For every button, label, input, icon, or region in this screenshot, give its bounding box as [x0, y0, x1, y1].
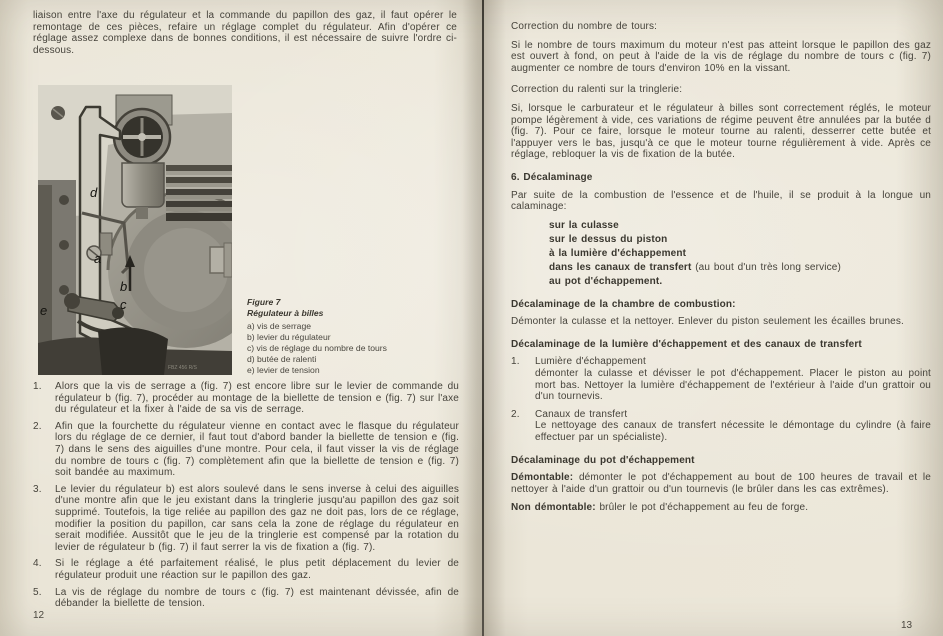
item-number: 1. [511, 356, 520, 368]
calaminage-item [549, 262, 931, 274]
step-number: 2. [33, 420, 42, 432]
paragraph-correction-tours: Si le nombre de tours maximum du moteur n'est pas atteint lorsque le papillon des gaz est ouvert à fond, on peut à l'aide de la vis de réglage du nombre de tours c (fig. 7) augmenter ce nombre de tours d'environ 10% en la vissant. [511, 39, 931, 74]
page-number-left: 12 [33, 610, 45, 621]
calaminage-item [549, 220, 931, 232]
section-6-title: 6. Décalaminage [511, 171, 593, 183]
figure-legend-item: b) levier du régulateur [247, 332, 331, 342]
calaminage-item-bold: à la lumière d'échappement [549, 247, 687, 259]
heading-pot-echappement: Décalaminage du pot d'échappement [511, 454, 695, 466]
step-item [33, 587, 459, 610]
right-page-column [511, 21, 931, 521]
figure-label-e: e [40, 303, 48, 318]
item-number: 2. [511, 408, 520, 420]
non-demontable-label: Non démontable: [511, 502, 596, 514]
figure-caption [247, 297, 452, 376]
step-number: 4. [33, 558, 42, 570]
step-number: 5. [33, 586, 42, 598]
heading-chambre-combustion: Décalaminage de la chambre de combustion: [511, 298, 736, 310]
figure-label-c: c [120, 297, 127, 312]
gutter-shadow-right [484, 0, 506, 636]
page-number-right: 13 [901, 620, 913, 631]
calaminage-item [549, 234, 931, 246]
calaminage-item-rest: (au bout d'un très long service) [691, 262, 841, 273]
demontable-label: Démontable: [511, 472, 574, 484]
item-title: Canaux de transfert [535, 408, 628, 420]
step-item [33, 381, 459, 416]
item-text: Le nettoyage des canaux de transfert nécessite le démontage du cylindre (à faire effectuer par un spécialiste). [535, 420, 931, 444]
figure-label-b: b [120, 279, 128, 294]
item-text: démonter la culasse et dévisser le pot d'échappement. Placer le piston au point mort bas. Nettoyer la lumière d'échappement de l'extérieur à l'aide d'un grattoir ou d'un tournevis. [535, 368, 931, 403]
calaminage-item [549, 276, 931, 288]
item-body [535, 409, 931, 444]
heading-correction-ralenti: Correction du ralenti sur la tringlerie: [511, 84, 683, 96]
non-demontable-text: brûler le pot d'échappement au feu de forge. [595, 502, 809, 514]
heading-correction-tours: Correction du nombre de tours: [511, 21, 658, 32]
item-title: Lumière d'échappement [535, 356, 646, 368]
figure-legend-item: d) butée de ralenti [247, 354, 317, 364]
step-item [33, 421, 459, 479]
figure-label-a: a [94, 251, 102, 266]
step-item [33, 484, 459, 554]
paragraph-correction-ralenti: Si, lorsque le carburateur et le régulateur à billes sont correctement réglés, le moteur pompe légèrement à vide, ces variations de régime peuvent être annulées par la butée d (fig. 7). Pour ce faire, lorsque le moteur tourne au ralenti, desserrer cette butée et l'appuyer vers le bas, jusqu'à ce que le moteur tourne régulièrement à vide. Après ce réglage, rebloquer la vis de fixation de la butée. [511, 102, 931, 161]
figure-caption-subtitle: Régulateur à billes [247, 308, 324, 318]
engine-photo-illustration [38, 85, 232, 375]
numbered-item-2 [511, 409, 931, 444]
calaminage-locations-list [549, 220, 931, 288]
numbered-item-1 [511, 356, 931, 402]
step-text: La vis de réglage du nombre de tours c (fig. 7) est maintenant dévissée, afin de débander la biellette de tension. [55, 586, 459, 610]
step-item [33, 558, 459, 581]
step-text: Le levier du régulateur b) est alors soulevé dans le sens inverse à celui des aiguilles d'une montre afin que le jeu existant dans la tringlerie jusqu'au papillon des gaz soit supprimé. Toutefois, la tige reliée au papillon des gaz ne doit pas, lors de ce réglage, modifier la position du papillon, car sans cela la zone de réglage du régulateur en serait modifiée. Aussitôt que le jeu de la tringlerie est compensé par la rotation du levier de régulateur b (fig. 7) il faut serrer la vis de fixation a (fig. 7). [55, 483, 459, 553]
paragraph-demontable [511, 472, 931, 495]
step-text: Alors que la vis de serrage a (fig. 7) est encore libre sur le levier de commande du régulateur b (fig. 7), procéder au montage de la biellette de tension e (fig. 7) sur l'axe du régulateur et la fixer à l'aide de sa vis de serrage. [55, 381, 459, 416]
figure-legend-item: a) vis de serrage [247, 321, 312, 331]
calaminage-item-bold: dans les canaux de transfert [549, 262, 692, 273]
calaminage-item-bold: sur la culasse [549, 219, 619, 231]
item-body [535, 356, 931, 402]
calaminage-item-bold: sur le dessus du piston [549, 233, 668, 245]
figure-caption-title: Figure 7 [247, 297, 281, 307]
calaminage-item-bold: au pot d'échappement. [549, 276, 663, 288]
step-text: Afin que la fourchette du régulateur vienne en contact avec le flasque du régulateur lors du réglage de ce dernier, il faut tout d'abord bander la biellette de tension e (fig. 7) dans le sens des aiguilles d'une montre. Pour cela, il faut visser la vis de réglage du nombre de tours c (fig. 7) complètement afin que la biellette de tension e (fig. 7) soit bandée au maximum. [55, 420, 459, 479]
figure-label-d: d [90, 185, 98, 200]
photo-reference-number: FBZ 456 R/S [168, 365, 197, 371]
step-number: 1. [33, 381, 42, 392]
book-gutter [482, 0, 484, 636]
figure-legend-item: e) levier de tension [247, 365, 320, 375]
paragraph-calaminage-intro: Par suite de la combustion de l'essence et de l'huile, il se produit à la longue un calaminage: [511, 189, 931, 213]
figure-legend-item: c) vis de réglage du nombre de tours [247, 343, 387, 353]
step-number: 3. [33, 483, 42, 495]
adjustment-steps-list [33, 381, 459, 615]
gutter-shadow-left [462, 0, 482, 636]
calaminage-item [549, 248, 931, 260]
paragraph-non-demontable [511, 502, 931, 514]
demontable-text: démonter le pot d'échappement au bout de 100 heures de travail et le nettoyer à l'aide d'un grattoir ou d'un tournevis (le brûler dans les cas extrêmes). [511, 472, 931, 495]
figure-photo [38, 85, 232, 375]
left-intro-paragraph: liaison entre l'axe du régulateur et la commande du papillon des gaz, il faut opérer le remontage de ces pièces, refaire un réglage complet du régulateur. Afin d'opérer ce réglage assez complexe dans de bonnes conditions, il est nécessaire de suivre l'ordre ci-dessous. [33, 10, 457, 56]
step-text: Si le réglage a été parfaitement réalisé, le plus petit déplacement du levier de régulateur produit une réaction sur le papillon des gaz. [55, 558, 459, 581]
heading-lumiere-echappement: Décalaminage de la lumière d'échappement et des canaux de transfert [511, 338, 862, 350]
paragraph-chambre-combustion: Démonter la culasse et la nettoyer. Enlever du piston seulement les écailles brunes. [511, 316, 904, 328]
